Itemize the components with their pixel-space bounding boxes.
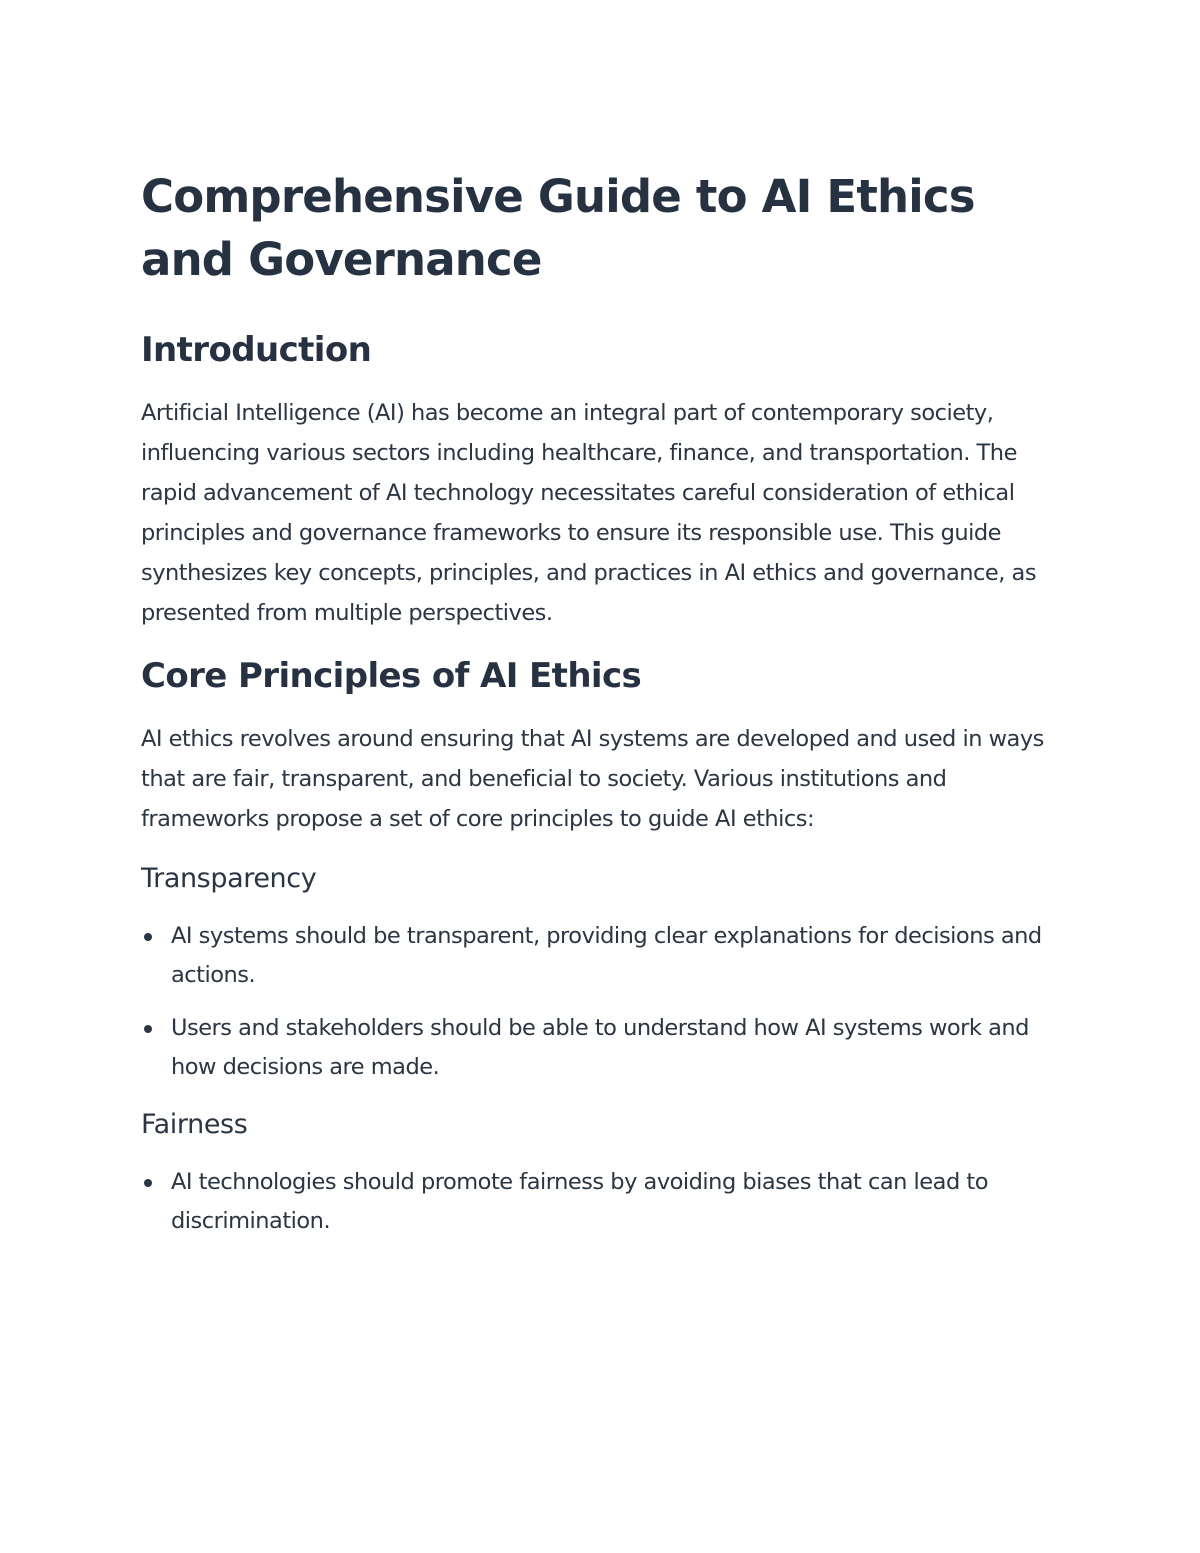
list-item bbox=[141, 1163, 1071, 1241]
document-page bbox=[141, 165, 1071, 1261]
introduction-paragraph: Artificial Intelligence (AI) has become an integral part of contemporary society, influencing various sectors including healthcare, finance, and transportation. The rapid advancement of AI technology necessitates careful consideration of ethical principles and governance frameworks to ensure its responsible use. This guide synthesizes key concepts, principles, and practices in AI ethics and governance, as presented from multiple perspectives. bbox=[141, 400, 1037, 626]
list-item-text: AI systems should be transparent, providing clear explanations for decisions and actions. bbox=[171, 923, 1042, 988]
bullet-icon bbox=[144, 1179, 152, 1187]
document-title: Comprehensive Guide to AI Ethics and Governance bbox=[141, 170, 975, 286]
fairness-list bbox=[141, 1163, 1071, 1241]
transparency-list bbox=[141, 917, 1071, 1087]
list-item bbox=[141, 917, 1071, 995]
section-heading-core-principles: Core Principles of AI Ethics bbox=[141, 656, 642, 696]
core-principles-paragraph: AI ethics revolves around ensuring that AI systems are developed and used in ways that are fair, transparent, and beneficial to society. Various institutions and frameworks propose a set of core principles to guide AI ethics: bbox=[141, 726, 1044, 832]
list-item-text: Users and stakeholders should be able to understand how AI systems work and how decisions are made. bbox=[171, 1015, 1029, 1080]
subsection-heading-transparency: Transparency bbox=[141, 863, 317, 894]
bullet-icon bbox=[144, 1025, 152, 1033]
section-heading-introduction: Introduction bbox=[141, 330, 372, 370]
list-item-text: AI technologies should promote fairness by avoiding biases that can lead to discrimination. bbox=[171, 1169, 988, 1234]
subsection-heading-fairness: Fairness bbox=[141, 1109, 248, 1140]
list-item bbox=[141, 1009, 1071, 1087]
bullet-icon bbox=[144, 933, 152, 941]
